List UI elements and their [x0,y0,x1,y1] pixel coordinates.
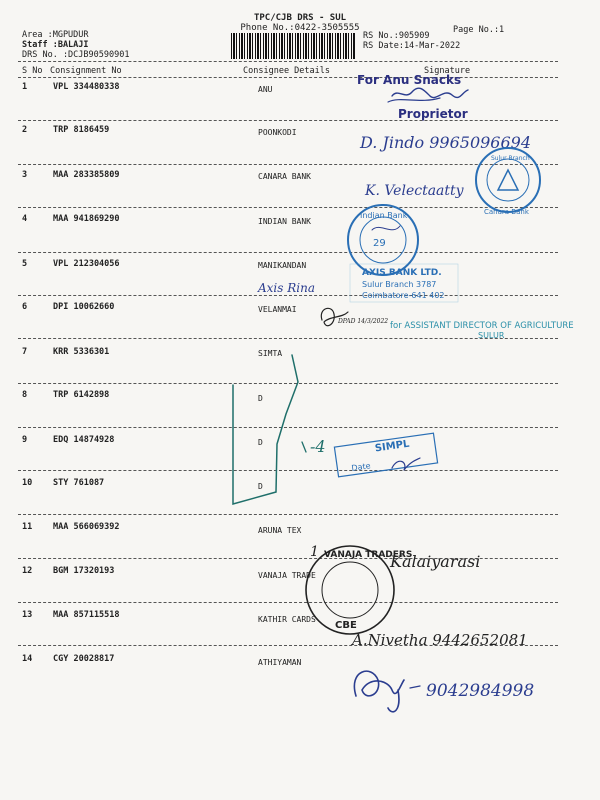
svg-text:VANAJA TRADERS: VANAJA TRADERS [324,550,413,560]
phone-number: Phone No.:0422-3505555 [240,23,360,33]
svg-text:AXIS BANK LTD.: AXIS BANK LTD. [362,268,442,278]
svg-text:Date: Date [350,461,372,473]
svg-text:9042984998: 9042984998 [426,681,535,701]
canara-signature [364,183,465,199]
svg-text:D. Jindo 9965096694: D. Jindo 9965096694 [360,133,532,152]
svg-text:A.Nivetha 9442652081: A.Nivetha 9442652081 [352,631,528,649]
svg-text:-4: -4 [310,437,326,456]
poonkodi-signature [359,133,531,152]
col-consignee: Consignee Details [243,66,330,76]
bracket-mark [233,355,326,504]
kathir-signature [350,631,528,649]
svg-text:Coimbatore-641 402: Coimbatore-641 402 [362,291,445,300]
svg-text:SULUR: SULUR [478,331,505,340]
rs-number: RS No.:905909 [363,31,430,41]
athiyaman-signature [354,671,534,712]
svg-text:Canara Bank: Canara Bank [484,208,529,216]
svg-text:Proprietor: Proprietor [398,107,468,121]
document-title: TPC/CJB DRS - SUL [253,13,347,23]
svg-text:SIMPL: SIMPL [374,438,411,455]
svg-text:Sulur Branch 3787: Sulur Branch 3787 [362,280,437,289]
svg-text:Sulur Branch: Sulur Branch [491,155,530,162]
anu-snacks-stamp [357,73,468,121]
delivery-run-sheet: TPC/CJB DRS - SUL Phone No.:0422-3505555 Area :MGPUDUR Staff :BALAJI DRS No. :DCJB90590901 RS No.:905909 RS Date:14-Mar-2022 Page No.:1 S No Consignment No Consignee Details Signature 1 VPL 334480338 ANU 2 TRP 8186459 POONKODI 3 MAA 283385809 CANARA BANK 4 MAA 941869290 INDIAN BANK 5 VPL 212304056 MANIKANDAN 6 DPI 10062660 VELANMAI 7 KRR 5336301 SIMTA 8 TRP 6142898 D 9 EDQ 14874928 D 10 STY 761087 D 11 MAA 566069392 ARUNA TEX 12 BGM 17320193 VANAJA TRADE 13 MAA 857115518 KATHIR CARDS 14 CGY 20028817 ATHIYAMAN For Anu Snacks Proprietor D. Jindo 9965096694 Canara Bank Sulur Branch K. Velectaatty Indian Bank 29 AXIS BANK LTD. Sulur Branch 3787 Coimbatore-641 402 Axis Rina DPAD 14/3/2022 for ASSISTANT DIRECTOR OF AGRICULTURE SULUR -4 SIMPL Date VANAJA TRADERS CBE 1 Kalaiyarasi A.Nivetha 9442652081 9042984998 [0,0,600,800]
header-divider [18,61,558,62]
svg-text:For Anu Snacks: For Anu Snacks [357,73,462,87]
area-label: Area :MGPUDUR [22,30,89,40]
col-signature: Signature [424,66,471,76]
svg-text:Kalaiyarasi: Kalaiyarasi [390,552,481,571]
staff-label: Staff :BALAJI [22,40,89,50]
canara-bank-stamp [476,148,540,216]
vanaja-signature [389,552,480,571]
barcode [231,33,356,59]
page-number: Page No.:1 [453,25,505,35]
column-divider [18,77,558,78]
svg-text:for ASSISTANT DIRECTOR OF AGRI: for ASSISTANT DIRECTOR OF AGRICULTURE [390,321,574,331]
svg-text:Indian Bank: Indian Bank [360,211,408,220]
drs-number: DRS No. :DCJB90590901 [22,50,130,60]
svg-text:Axis Rina: Axis Rina [258,281,315,295]
svg-text:29: 29 [373,238,386,249]
velanmai-stamp [321,308,573,340]
col-sno: S No [22,66,43,76]
svg-text:K. Velectaatty: K. Velectaatty [365,183,464,199]
svg-text:1: 1 [310,544,319,560]
svg-text:DPAD 14/3/2022: DPAD 14/3/2022 [338,318,389,325]
rs-date: RS Date:14-Mar-2022 [363,41,461,51]
svg-text:CBE: CBE [335,620,357,631]
indian-bank-stamp [348,205,418,275]
col-consignment: Consignment No [50,66,122,76]
